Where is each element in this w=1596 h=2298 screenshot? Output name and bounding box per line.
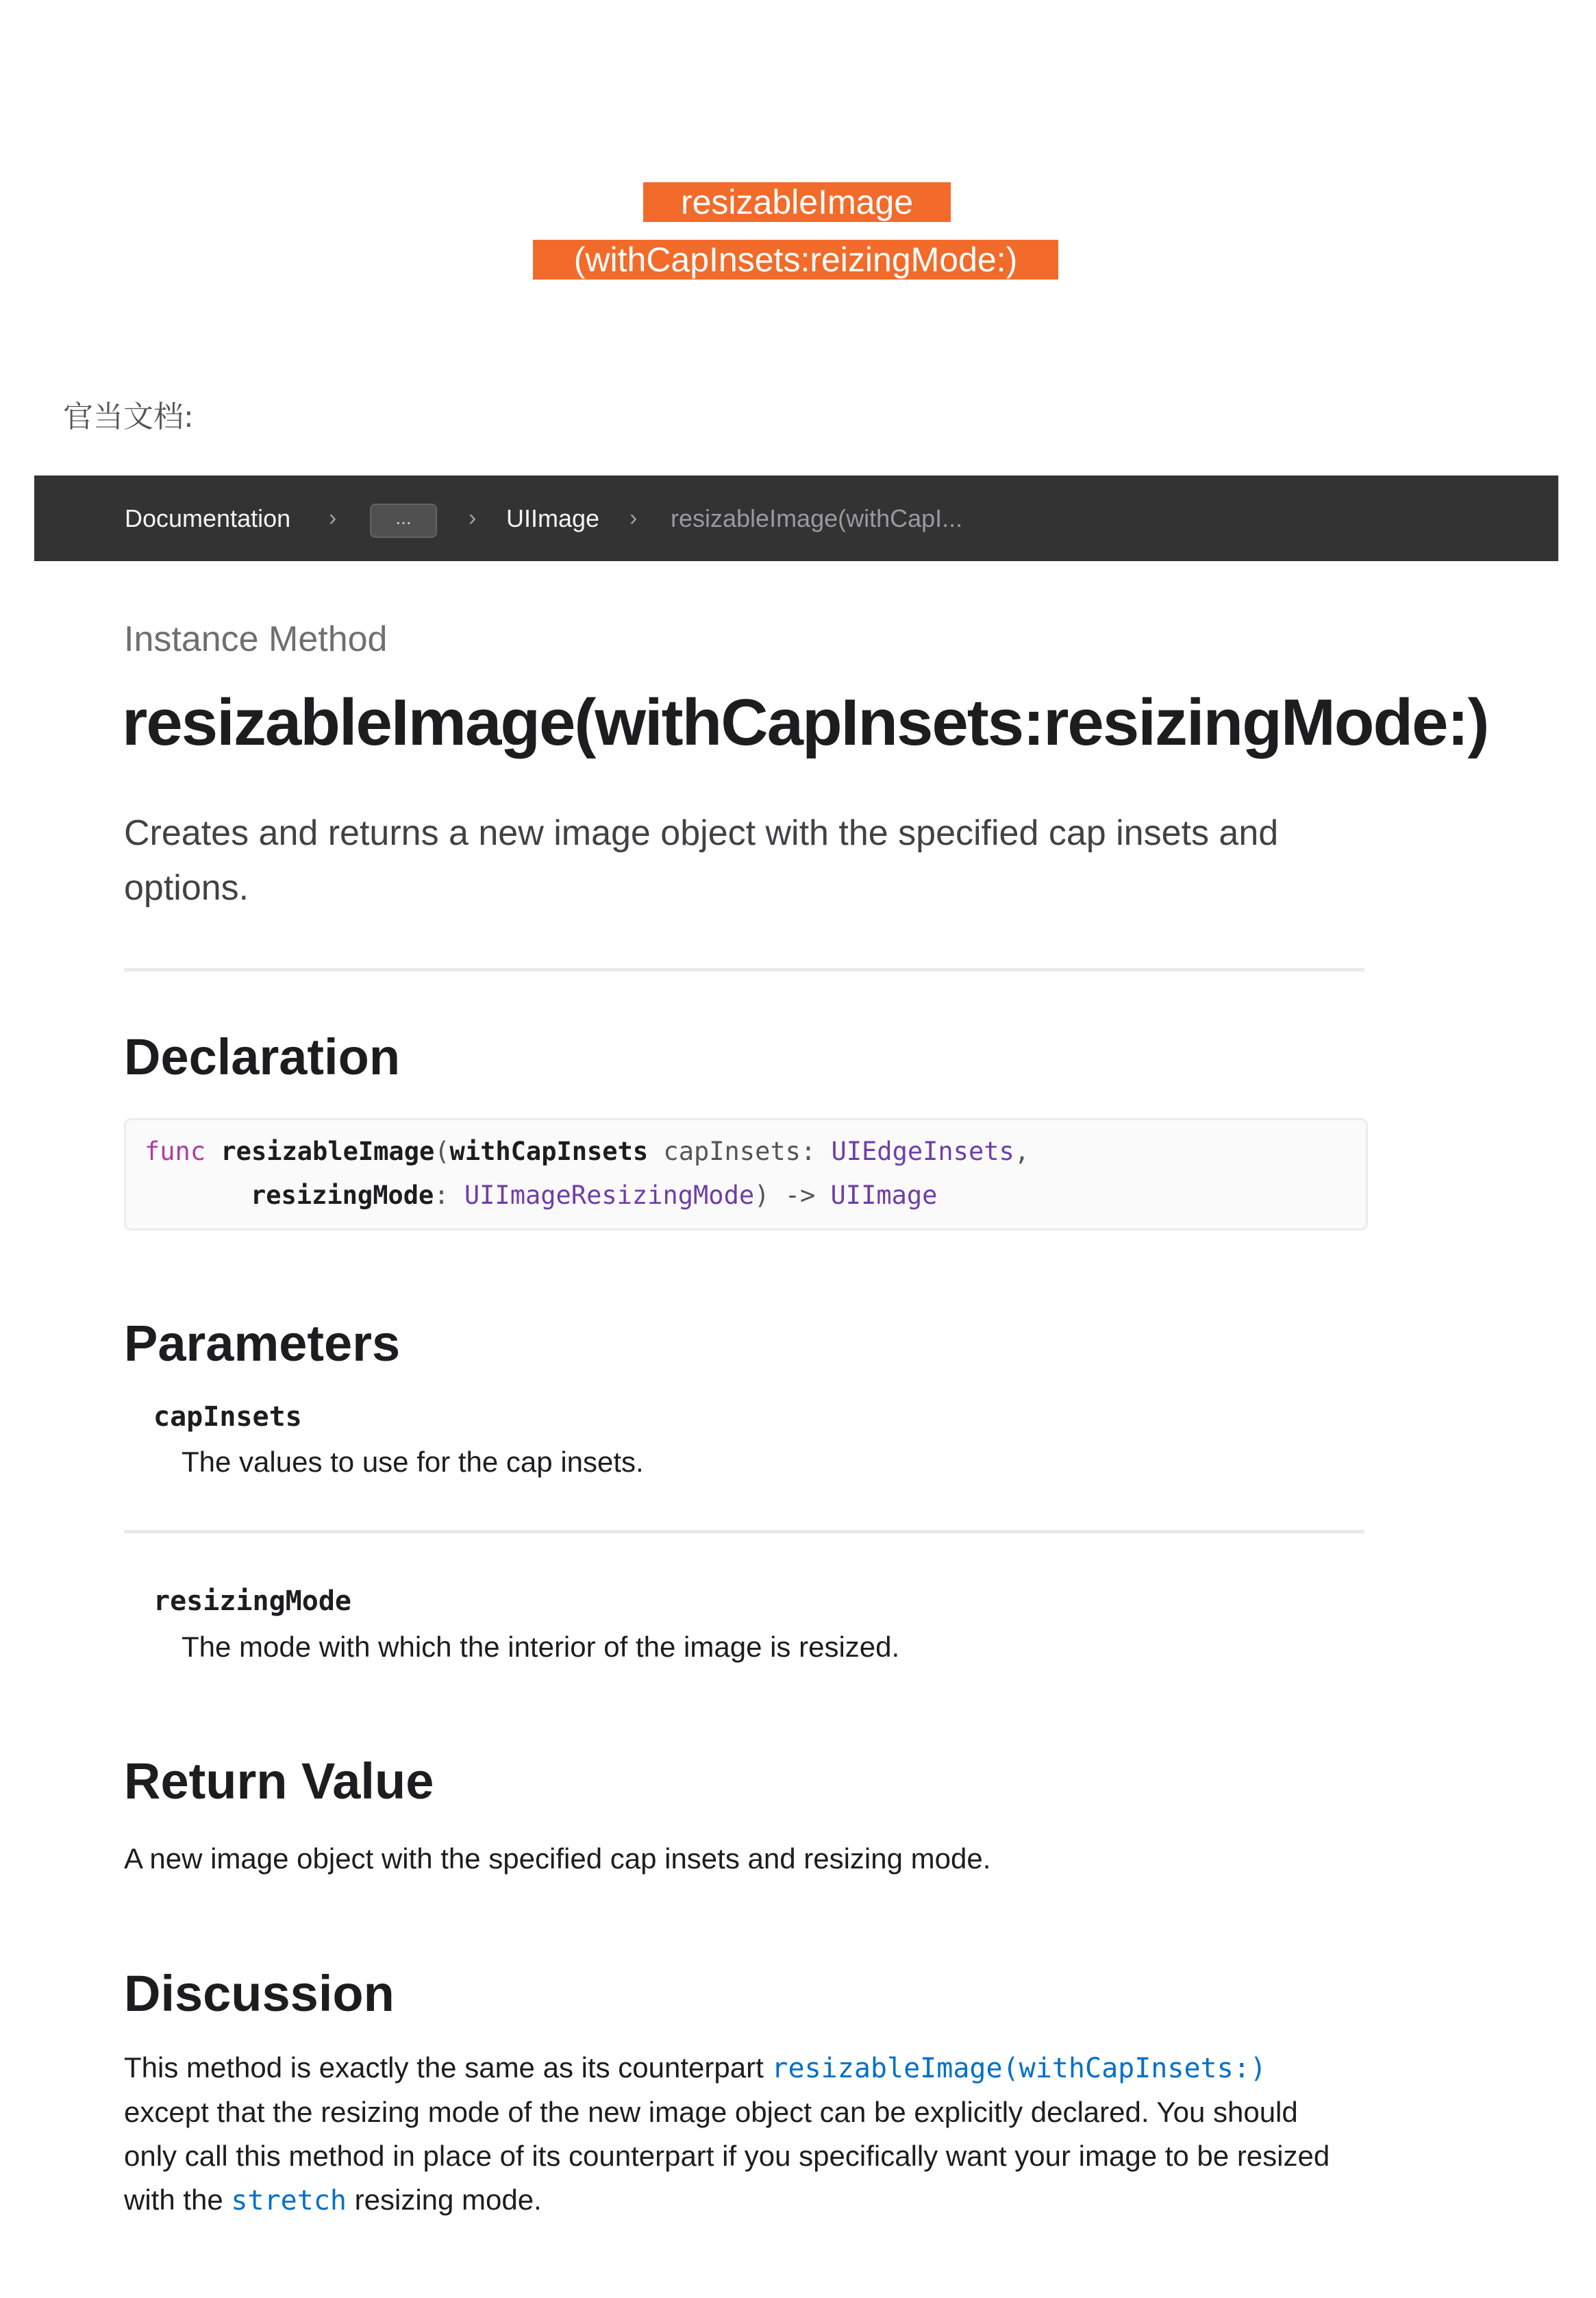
breadcrumb-documentation-link[interactable]: Documentation xyxy=(125,504,291,532)
code-keyword: func xyxy=(145,1137,206,1166)
code-line-1: func resizableImage(withCapInsets capInsets: UIEdgeInsets, xyxy=(145,1137,1030,1166)
section-divider xyxy=(124,968,1364,972)
code-return-arrow: -> xyxy=(784,1181,816,1210)
code-line-2: resizingMode: UIImageResizingMode) -> UIImage xyxy=(251,1181,938,1210)
parameter-name: resizingMode xyxy=(153,1585,351,1617)
return-value-text: A new image object with the specified cap insets and resizing mode. xyxy=(124,1842,991,1875)
parameter-description: The values to use for the cap insets. xyxy=(182,1446,644,1478)
symbol-kind-eyebrow: Instance Method xyxy=(124,619,388,659)
discussion-body xyxy=(124,2046,1412,2223)
article-title-line-2: (withCapInsets:reizingMode:) xyxy=(533,240,1058,280)
abstract-line: options. xyxy=(124,868,249,908)
chevron-right-icon: › xyxy=(329,505,337,531)
code-type-link[interactable]: UIImageResizingMode xyxy=(464,1181,755,1210)
page-title: resizableImage(withCapInsets:resizingMode:) xyxy=(122,686,1488,759)
parameter-description: The mode with which the interior of the image is resized. xyxy=(182,1631,900,1663)
chevron-right-icon: › xyxy=(469,505,477,531)
code-return-type-link[interactable]: UIImage xyxy=(830,1181,938,1210)
discussion-heading: Discussion xyxy=(124,1965,395,2022)
abstract-line: Creates and returns a new image object with the specified cap insets and xyxy=(124,813,1279,853)
parameter-name: capInsets xyxy=(153,1401,302,1433)
breadcrumb-uiimage-link[interactable]: UIImage xyxy=(506,504,600,532)
breadcrumb-more-button[interactable]: ... xyxy=(370,504,437,538)
return-value-heading: Return Value xyxy=(124,1753,434,1809)
declaration-code-block xyxy=(124,1118,1368,1231)
discussion-text: resizing mode. xyxy=(347,2184,542,2216)
abstract xyxy=(124,806,1330,915)
stretch-mode-link[interactable]: stretch xyxy=(231,2185,347,2216)
discussion-line: only call this method in place of its counterpart if you specifically want your image to be resized xyxy=(124,2140,1330,2172)
discussion-line xyxy=(124,2046,1412,2090)
parameters-heading: Parameters xyxy=(124,1315,401,1372)
discussion-line: except that the resizing mode of the new image object can be explicitly declared. You should xyxy=(124,2096,1298,2128)
counterpart-method-link[interactable]: resizableImage(withCapInsets:) xyxy=(771,2053,1267,2084)
article-title-line-1: resizableImage xyxy=(643,182,951,222)
official-docs-label: 官当文档: xyxy=(63,399,194,434)
code-argument-label: withCapInsets xyxy=(449,1137,649,1166)
code-parameter-name: capInsets xyxy=(663,1137,801,1166)
code-argument-label: resizingMode xyxy=(251,1181,434,1210)
discussion-text: with the xyxy=(124,2184,232,2216)
parameter-divider xyxy=(124,1530,1364,1533)
breadcrumb-current-page: resizableImage(withCapI... xyxy=(671,504,963,532)
chevron-right-icon: › xyxy=(629,505,638,531)
discussion-line xyxy=(124,2178,1412,2223)
declaration-heading: Declaration xyxy=(124,1028,401,1085)
breadcrumb-navbar xyxy=(34,475,1558,561)
code-type-link[interactable]: UIEdgeInsets xyxy=(831,1137,1014,1166)
code-function-name: resizableImage xyxy=(221,1137,435,1166)
discussion-text: This method is exactly the same as its counterpart xyxy=(124,2051,772,2084)
